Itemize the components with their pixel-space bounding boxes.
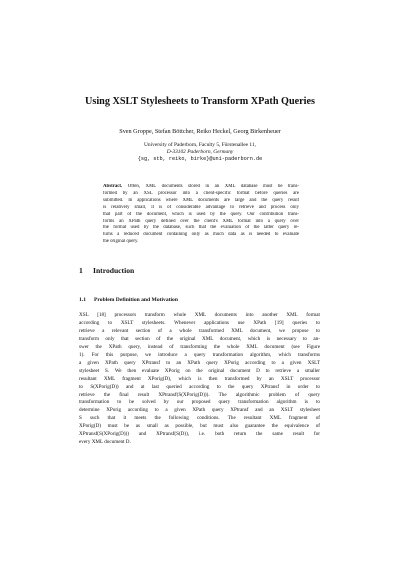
abstract-line: that part of the document, which is used by the query. Our contribution trans- [103, 211, 299, 217]
body-line: swer the XPath query, instead of transforming the whole XML document (see Figure [79, 343, 320, 350]
abstract-line: formed by an XSL processor into a client-specific format before queries are [103, 190, 299, 196]
body-line: XPorig(D) must be as small as possible, but must also guarantee the equivalence of [79, 423, 320, 430]
affiliation-address: D-33102 Paderborn, Germany [166, 149, 234, 156]
body-line: transformation to be solved by our proposed query transformation algorithm is to [79, 399, 320, 406]
body-line: transform only that section of the original XML document, which is necessary to an- [79, 335, 320, 342]
subsection-heading [79, 297, 178, 303]
body-line: every XML document D. [79, 439, 131, 446]
abstract-label: Abstract. [103, 184, 123, 189]
abstract-line: turns a reduced document containing only as much data as is needed to evaluate [103, 232, 299, 238]
subsection-number: 1.1 [79, 297, 86, 303]
body-line: S such that it meets the following conditions. The resultant XML fragment of [79, 415, 320, 422]
author-list: Sven Groppe, Stefan Böttcher, Reiko Heckel, Georg Birkenheuer [119, 128, 281, 135]
body-line: determine XPorig according to a given XPath query XPtransf and an XSLT stylesheet [79, 407, 320, 414]
abstract-line: submitted. In applications where XML documents are large and the query result [103, 197, 299, 203]
body-line: retrieve the final result XPtransf(S(XPorig(D))). The algorithmic problem of query [79, 391, 320, 398]
abstract [103, 184, 299, 246]
body-line: 1). For this purpose, we introduce a query transformation algorithm, which transforms [79, 351, 320, 358]
body-line: retrieve a relevant section of a whole transformed XML document, we propose to [79, 327, 320, 334]
body-paragraph [79, 312, 320, 447]
body-line: according to XSLT stylesheets. Whenever applications use XPath [19] queries to [79, 319, 320, 326]
section-number: 1 [79, 266, 83, 275]
abstract-line: the original query. [103, 239, 139, 245]
body-line: to S(XPorig(D)) and at last queried according to the query XPtransf in order to [79, 383, 320, 390]
body-line: XPtransf(S(XPorig(D))) and XPtransf(S(D)), i.e. both return the same result for [79, 431, 320, 438]
body-line: resultant XML fragment XPorig(D), which is then transformed by an XSLT processor [79, 375, 320, 382]
abstract-line: Abstract. Often, XML documents stored in an XML database must be trans- [103, 184, 299, 189]
body-line: a given XPath query XPtransf to an XPath query XPorig according to a given XSLT [79, 359, 320, 366]
affiliation-university: University of Paderborn, Faculty 5, Fürstenallee 11, [144, 142, 256, 148]
subsection-title: Problem Definition and Motivation [94, 297, 178, 303]
affiliation-emails: {sg, stb, reiko, birke}@uni-paderborn.de [137, 156, 263, 163]
paper-title: Using XSLT Stylesheets to Transform XPath Queries [85, 96, 315, 107]
abstract-line: the format used by the database, such that the evaluation of the latter query re- [103, 225, 299, 231]
section-heading [79, 266, 134, 275]
abstract-line: is relatively small, it is of considerable advantage to retrieve and process only [103, 204, 299, 210]
affiliation-block [0, 142, 400, 164]
body-line: XSL [18] processors transform whole XML documents into another XML format [79, 312, 320, 318]
section-title: Introduction [93, 266, 135, 275]
body-line: stylesheet S. We then evaluate XPorig on the original document D to retrieve a smaller [79, 367, 320, 374]
abstract-line: forms an XPath query defined over the client's XML format into a query over [103, 218, 299, 224]
